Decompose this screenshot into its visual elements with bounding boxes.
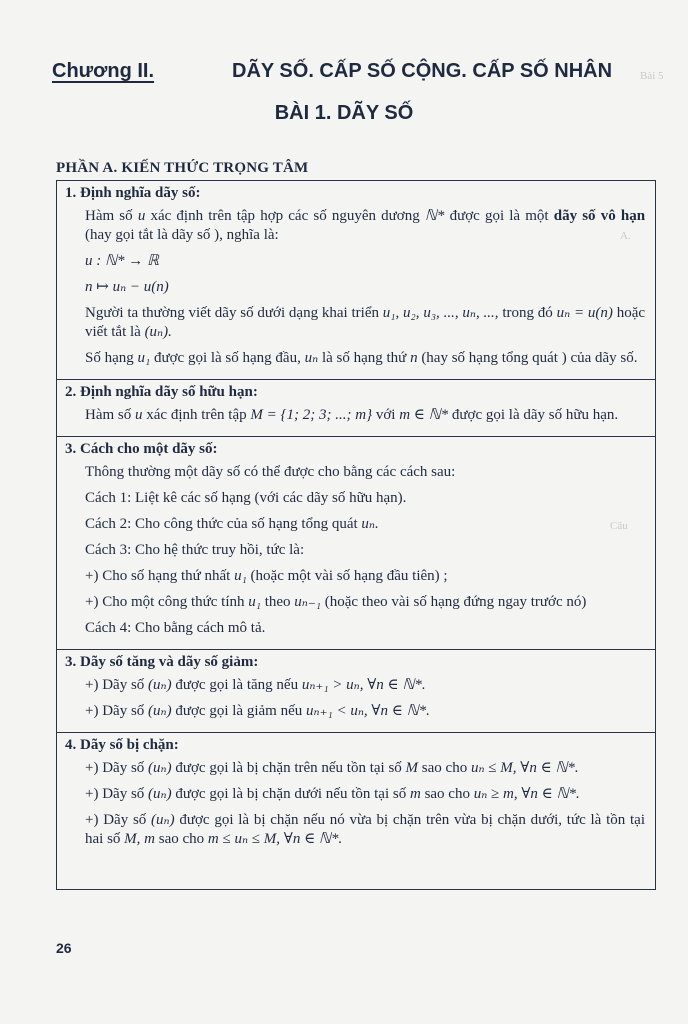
text: được gọi là một (449, 208, 549, 224)
bold-term: hạn (620, 208, 646, 224)
math: uₙ ≥ m, ∀n ∈ ℕ*. (473, 786, 580, 802)
section-finite-sequence (57, 380, 655, 437)
math: m ≤ uₙ ≤ M, ∀n ∈ ℕ*. (207, 831, 343, 847)
math: (uₙ) (148, 703, 172, 719)
bleed-through-text: Câu (610, 520, 628, 532)
math: u₁ (137, 350, 151, 366)
bleed-through-text: Bài 5 (640, 70, 664, 82)
math: m ∈ ℕ* (399, 407, 449, 423)
text: Người ta thường viết dãy số dưới dạng khai triển (85, 305, 379, 321)
text: +) Dãy số (85, 786, 145, 802)
math: uₙ = u(n) (556, 305, 613, 321)
text: (hay số hạng tổng quát ) của dãy số. (421, 350, 638, 366)
text: được gọi là dãy số hữu hạn. (451, 407, 619, 423)
section-heading: 4. Dãy số bị chặn: (65, 737, 179, 753)
math: uₙ (304, 350, 319, 366)
text: +) Cho một công thức tính (85, 594, 245, 610)
text: với (375, 407, 396, 423)
part-heading: PHẦN A. KIẾN THỨC TRỌNG TÂM (56, 160, 309, 176)
text: sao cho (158, 831, 205, 847)
bounded-above-rule (85, 759, 645, 778)
formula-rule: n ↦ uₙ − u(n) (85, 279, 169, 295)
math: ℕ* (424, 208, 445, 224)
text: là số hạng thứ (321, 350, 407, 366)
lesson-title: BÀI 1. DÃY SỐ (274, 102, 414, 124)
text: sao cho (424, 786, 470, 802)
formula-map: u : ℕ* → ℝ (85, 253, 159, 269)
method-2 (85, 515, 645, 534)
paragraph (85, 349, 645, 368)
math: uₙ₋₁ (294, 594, 322, 610)
math: M = {1; 2; 3; ...; m} (250, 407, 373, 423)
math: u (135, 407, 143, 423)
text: theo (264, 594, 291, 610)
math: u₁ (248, 594, 261, 610)
text: được gọi là bị chặn trên nếu tồn tại số (175, 760, 402, 776)
text: được gọi là giảm nếu (175, 703, 303, 719)
section-ways-to-define (57, 437, 655, 650)
text: Hàm số (85, 208, 133, 224)
math: uₙ ≤ M, ∀n ∈ ℕ*. (470, 760, 579, 776)
text: Hàm số (85, 407, 132, 423)
math: uₙ₊₁ > uₙ, ∀n ∈ ℕ*. (301, 677, 426, 693)
math: u₁ (234, 568, 247, 584)
text: (hoặc theo vài số hạng đứng ngay trước nó) (324, 594, 587, 610)
chapter-label: Chương II. (52, 60, 155, 82)
text: được gọi là số hạng đầu, (153, 350, 301, 366)
paragraph (85, 406, 645, 425)
math: uₙ₊₁ < uₙ, ∀n ∈ ℕ*. (306, 703, 430, 719)
section-bounded (57, 733, 655, 860)
method-3: Cách 3: Cho hệ thức truy hồi, tức là: (85, 542, 305, 558)
math: (uₙ) (148, 677, 172, 693)
text: được gọi là tăng nếu (175, 677, 299, 693)
text: Số hạng (85, 350, 134, 366)
increasing-rule (85, 676, 645, 695)
bold-term: dãy số vô (553, 208, 616, 224)
text: xác định trên tập (146, 407, 247, 423)
math: uₙ. (361, 516, 379, 532)
section-heading: 3. Cách cho một dãy số: (65, 441, 218, 457)
chapter-title: DÃY SỐ. CẤP SỐ CỘNG. CẤP SỐ NHÂN (232, 60, 613, 82)
section-definition (57, 181, 655, 380)
method-4: Cách 4: Cho bằng cách mô tả. (85, 620, 266, 636)
text: +) Dãy số (85, 812, 147, 828)
math: m (409, 786, 421, 802)
paragraph (85, 207, 645, 245)
math: (uₙ). (144, 324, 172, 340)
page-number: 26 (56, 940, 72, 956)
text: +) Dãy số (85, 703, 145, 719)
theory-box (56, 180, 656, 890)
method-3b (85, 593, 645, 612)
text: hoặc viết tắt là (85, 305, 646, 340)
text: được gọi là bị chặn nếu nó vừa bị chặn trên vừa bị chặn dưới, tức là tồn tại hai số (85, 812, 645, 847)
method-3a (85, 567, 645, 586)
text: trong đó (502, 305, 553, 321)
math: M, m (124, 831, 155, 847)
text: +) Cho số hạng thứ nhất (85, 568, 231, 584)
math: (uₙ) (148, 786, 172, 802)
math: u (137, 208, 146, 224)
decreasing-rule (85, 702, 645, 721)
math: u₁, u₂, u₃, ..., uₙ, ..., (382, 305, 499, 321)
section-heading: 3. Dãy số tăng và dãy số giảm: (65, 654, 259, 670)
section-heading: 1. Định nghĩa dãy số: (65, 185, 201, 201)
paragraph (85, 304, 645, 342)
text: +) Dãy số (85, 760, 145, 776)
math: n (410, 350, 418, 366)
text: được gọi là bị chặn dưới nếu tồn tại số (175, 786, 407, 802)
text: xác định trên tập hợp các số nguyên dương (150, 208, 420, 224)
text: (hay gọi tắt là dãy số ), nghĩa là: (85, 227, 279, 243)
section-monotonic (57, 650, 655, 733)
paragraph: Thông thường một dãy số có thể được cho bằng các cách sau: (85, 464, 456, 480)
text: (hoặc một vài số hạng đầu tiên) ; (250, 568, 448, 584)
method-1: Cách 1: Liệt kê các số hạng (với các dãy số hữu hạn). (85, 490, 407, 506)
math: (uₙ) (148, 760, 172, 776)
text: sao cho (421, 760, 468, 776)
bounded-rule (85, 811, 645, 849)
bounded-below-rule (85, 785, 645, 804)
math: M (405, 760, 419, 776)
section-heading: 2. Định nghĩa dãy số hữu hạn: (65, 384, 258, 400)
bleed-through-text: A. (620, 230, 631, 242)
text: Cách 2: Cho công thức của số hạng tổng quát (85, 516, 358, 532)
math: (uₙ) (151, 812, 175, 828)
text: +) Dãy số (85, 677, 145, 693)
